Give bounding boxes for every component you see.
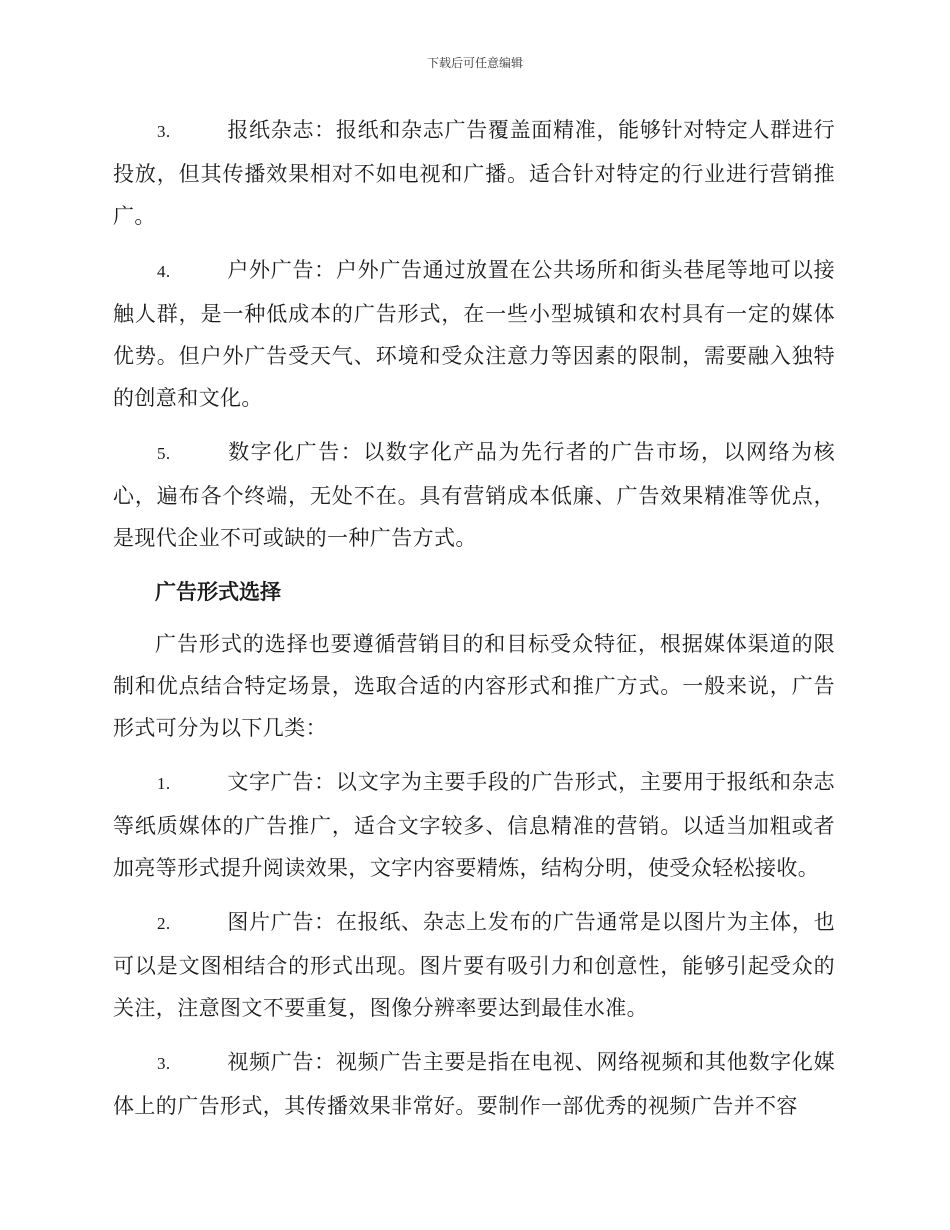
list-item bbox=[113, 431, 835, 559]
section-heading: 广告形式选择 bbox=[155, 580, 281, 604]
list-text: 户外广告：户外广告通过放置在公共场所和街头巷尾等地可以接触人群，是一种低成本的广告形式，在一些小型城镇和农村具有一定的媒体优势。但户外广告受天气、环境和受众注意力等因素的限制，需要融入独特的创意和文化。 bbox=[113, 258, 835, 410]
list-number: 1. bbox=[157, 774, 171, 793]
list-number: 3. bbox=[157, 1054, 171, 1073]
list-item bbox=[113, 109, 835, 237]
list-text: 数字化广告：以数字化产品为先行者的广告市场，以网络为核心，遍布各个终端，无处不在。具有营销成本低廉、广告效果精准等优点，是现代企业不可或缺的一种广告方式。 bbox=[113, 440, 835, 550]
list-number: 3. bbox=[157, 122, 171, 141]
list-text: 视频广告：视频广告主要是指在电视、网络视频和其他数字化媒体上的广告形式，其传播效果非常好。要制作一部优秀的视频广告并不容 bbox=[113, 1050, 835, 1118]
list-item bbox=[113, 901, 835, 1029]
list-number: 2. bbox=[157, 914, 171, 933]
list-text: 图片广告：在报纸、杂志上发布的广告通常是以图片为主体，也可以是文图相结合的形式出现。图片要有吸引力和创意性，能够引起受众的关注，注意图文不要重复，图像分辨率要达到最佳水准。 bbox=[113, 910, 835, 1020]
section-intro: 广告形式的选择也要遵循营销目的和目标受众特征，根据媒体渠道的限制和优点结合特定场景，选取合适的内容形式和推广方式。一般来说，广告形式可分为以下几类： bbox=[113, 632, 835, 740]
list-item bbox=[113, 1041, 835, 1127]
list-text: 报纸杂志：报纸和杂志广告覆盖面精准，能够针对特定人群进行投放，但其传播效果相对不如电视和广播。适合针对特定的行业进行营销推广。 bbox=[113, 118, 835, 228]
page-header: 下载后可任意编辑 bbox=[426, 56, 523, 70]
list-number: 5. bbox=[157, 444, 171, 463]
list-text: 文字广告：以文字为主要手段的广告形式，主要用于报纸和杂志等纸质媒体的广告推广，适合文字较多、信息精准的营销。以适当加粗或者加亮等形式提升阅读效果，文字内容要精炼，结构分明，使受众轻松接收。 bbox=[113, 770, 835, 880]
list-item bbox=[113, 761, 835, 889]
list-item bbox=[113, 249, 835, 419]
list-number: 4. bbox=[157, 262, 171, 281]
document-body bbox=[113, 109, 835, 1139]
